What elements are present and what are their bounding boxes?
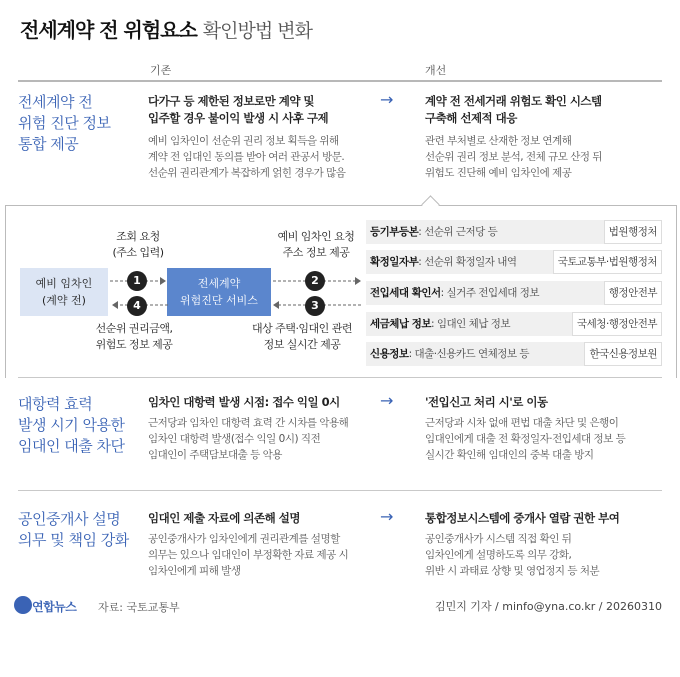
step4-label — [83, 321, 185, 353]
section-3-before — [148, 510, 348, 579]
db-row — [366, 220, 662, 244]
step-badge-1: 1 — [127, 271, 147, 291]
step-badge-3: 3 — [305, 296, 325, 316]
db-agency: 국세청·행정안전부 — [572, 312, 662, 336]
service-label: 위험진단 서비스 — [180, 294, 258, 307]
db-row — [366, 312, 662, 336]
after-body-line: 위반 시 과태료 상향 및 영업정지 등 처분 — [425, 565, 600, 577]
tenant-label: 예비 임차인 — [35, 277, 93, 290]
arrow-right-icon: → — [380, 507, 394, 526]
db-name: 세금체납 정보 — [370, 318, 432, 330]
db-desc: : 선순위 근저당 등 — [418, 226, 498, 238]
before-body-line: 예비 임차인이 선순위 권리 정보 획득을 위해 — [148, 135, 339, 147]
before-head-line: 다가구 등 제한된 정보로만 계약 및 — [148, 94, 315, 108]
db-agency: 법원행정처 — [604, 220, 662, 244]
db-row — [366, 342, 662, 366]
section-3-title-line: 의무 및 책임 강화 — [18, 531, 129, 549]
step3-label — [240, 321, 364, 353]
arrow-left-icon — [273, 301, 279, 309]
before-body-line: 임차인 대항력 발생(접수 익일 0시) 직전 — [148, 433, 321, 445]
before-head-line: 임대인 제출 자료에 의존해 설명 — [148, 511, 300, 525]
after-head-line: '전입신고 처리 시'로 이동 — [425, 395, 548, 409]
db-desc: : 선순위 확정일자 내역 — [418, 256, 517, 268]
before-body-line: 공인중개사가 임차인에게 권리관계를 설명할 — [148, 533, 340, 545]
section-2-title-line: 임대인 대출 차단 — [18, 437, 125, 455]
db-name: 등기부등본 — [370, 226, 419, 238]
db-name: 전입세대 확인서 — [370, 287, 441, 299]
after-body-line: 임차인에게 설명하도록 의무 강화, — [425, 549, 572, 561]
step3-label-line: 정보 실시간 제공 — [263, 338, 341, 351]
db-name: 신용정보 — [370, 348, 409, 360]
before-body-line: 의무는 있으나 임대인이 부정확한 자료 제공 시 — [148, 549, 349, 561]
db-agency: 행정안전부 — [604, 281, 662, 305]
step3-label-line: 대상 주택·임대인 관련 — [251, 322, 353, 335]
arrow-right-icon — [355, 277, 361, 285]
arrow-right-icon — [160, 277, 166, 285]
title-main: 전세계약 전 위험요소 — [20, 18, 197, 42]
before-body-line: 임대인이 주택담보대출 등 악용 — [148, 449, 282, 461]
section-2-before — [148, 394, 348, 463]
db-desc: : 실거주 전입세대 정보 — [440, 287, 539, 299]
db-desc: : 대출·신용카드 연체정보 등 — [408, 348, 530, 360]
section-3-title-line: 공인중개사 설명 — [18, 510, 121, 528]
divider — [18, 490, 662, 491]
before-head-line: 입주할 경우 불이익 발생 시 사후 구제 — [148, 111, 329, 125]
column-header-after: 개선 — [425, 64, 447, 77]
arrow-right-icon: → — [380, 90, 394, 109]
after-head-line: 구축해 선제적 대응 — [425, 111, 517, 125]
service-label: 전세계약 — [197, 277, 241, 290]
arrow-left-icon — [112, 301, 118, 309]
source-text: 자료: 국토교통부 — [98, 601, 180, 614]
after-body-line: 실시간 확인해 임대인의 중복 대출 방지 — [425, 449, 594, 461]
after-body-line: 임대인에게 대출 전 확정일자·전입세대 정보 등 — [425, 433, 626, 445]
logo-icon — [14, 596, 32, 614]
db-name: 확정일자부 — [370, 256, 419, 268]
arrow-right-icon: → — [380, 391, 394, 410]
title-sub: 확인방법 변화 — [202, 20, 312, 42]
step2-label-line: 예비 임차인 요청 — [277, 230, 355, 243]
step2-label-line: 주소 정보 제공 — [282, 246, 350, 259]
db-desc: : 임대인 체납 정보 — [431, 318, 511, 330]
step1-label — [95, 229, 181, 261]
after-body-line: 근저당과 시차 없애 편법 대출 차단 및 은행이 — [425, 417, 619, 429]
db-row — [366, 250, 662, 274]
after-head-line: 통합정보시스템에 중개사 열람 권한 부여 — [425, 511, 620, 525]
before-head-line: 임차인 대항력 발생 시점: 접수 익일 0시 — [148, 395, 340, 409]
section-3-after — [425, 510, 619, 579]
step1-label-line: (주소 입력) — [112, 246, 164, 259]
after-body-line: 관련 부처별로 산재한 정보 연계해 — [425, 135, 572, 147]
step2-label — [270, 229, 362, 261]
credit-text: 김민지 기자 / minfo@yna.co.kr / 20260310 — [434, 600, 662, 613]
after-body-line: 공인중개사가 시스템 직접 확인 뒤 — [425, 533, 572, 545]
db-agency: 한국신용정보원 — [584, 342, 662, 366]
section-1-title-line: 통합 제공 — [18, 135, 79, 153]
section-3-title — [18, 509, 129, 551]
column-header-before: 기존 — [150, 64, 172, 77]
after-body-line: 선순위 권리 정보 분석, 전체 규모 산정 뒤 — [425, 151, 602, 163]
before-body-line: 선순위 권리관계가 복잡하게 얽힌 경우가 많음 — [148, 167, 346, 179]
after-body-line: 위험도 진단해 예비 임차인에 제공 — [425, 167, 572, 179]
logo-text: 연합뉴스 — [32, 600, 77, 614]
section-2-title-line: 대항력 효력 — [18, 395, 93, 413]
before-body-line: 계약 전 임대인 동의를 받아 여러 관공서 방문. — [148, 151, 345, 163]
step4-label-line: 선순위 권리금액, — [95, 322, 173, 335]
db-agency: 국토교통부·법원행정처 — [553, 250, 662, 274]
section-1-title-line: 위험 진단 정보 — [18, 114, 111, 132]
after-head-line: 계약 전 전세거래 위험도 확인 시스템 — [425, 94, 602, 108]
divider — [18, 377, 662, 378]
db-row — [366, 281, 662, 305]
section-2-after — [425, 394, 625, 463]
section-2-title-line: 발생 시기 악용한 — [18, 416, 125, 434]
tenant-label: (계약 전) — [42, 294, 86, 307]
step1-label-line: 조회 요청 — [116, 230, 160, 243]
step-badge-2: 2 — [305, 271, 325, 291]
before-body-line: 임차인에게 피해 발생 — [148, 565, 241, 577]
section-1-title-line: 전세계약 전 — [18, 93, 93, 111]
section-2-title — [18, 394, 124, 457]
step4-label-line: 위험도 정보 제공 — [95, 338, 173, 351]
before-body-line: 근저당과 임차인 대항력 효력 간 시차를 악용해 — [148, 417, 349, 429]
step-badge-4: 4 — [127, 296, 147, 316]
